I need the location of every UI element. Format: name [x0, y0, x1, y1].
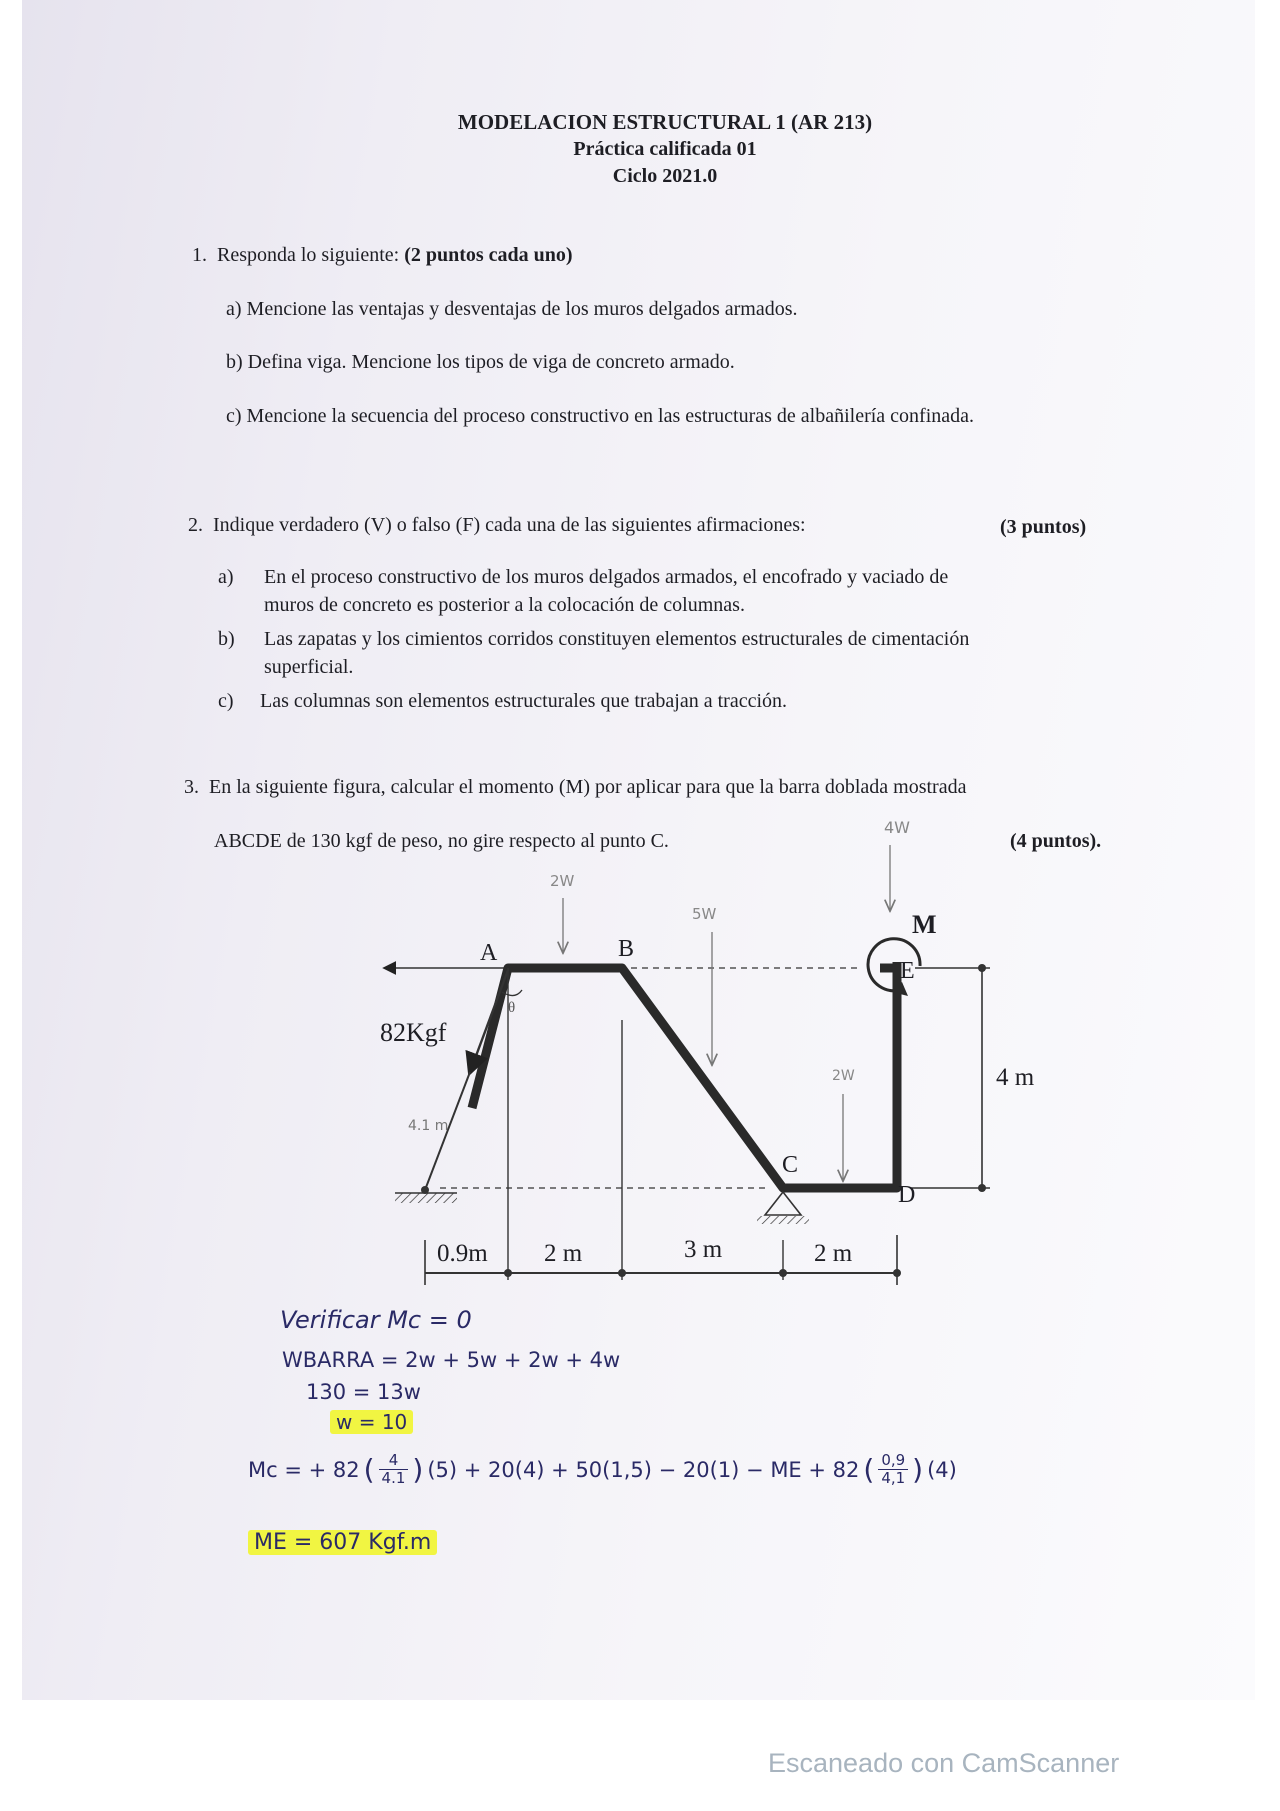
- dim-dot-4: [893, 1269, 901, 1277]
- force-label: 82Kgf: [380, 1018, 447, 1047]
- label-b: B: [618, 936, 635, 962]
- camscanner-watermark: Escaneado con CamScanner: [768, 1748, 1120, 1778]
- cycle-title: Ciclo 2021.0: [612, 165, 718, 187]
- q1-number: 1.: [192, 244, 207, 266]
- q2-number: 2.: [188, 514, 203, 536]
- load-label-2w-b: 2W: [832, 1068, 855, 1084]
- hw-paren-close-1: ): [412, 1453, 424, 1486]
- load-label-4w: 4W: [884, 818, 910, 837]
- q2-item-a-line2: muros de concreto es posterior a la colocación de columnas.: [264, 594, 745, 616]
- hw-frac1-num: 4: [388, 1451, 399, 1469]
- q1-item-b-label: b): [226, 351, 243, 373]
- q2-item-b-label: b): [218, 628, 235, 650]
- hw-line4: [330, 1410, 413, 1434]
- length-label: 4.1 m: [408, 1118, 449, 1134]
- label-e: E: [900, 958, 915, 984]
- q2-prompt: Indique verdadero (V) o falso (F) cada una de las siguientes afirmaciones:: [213, 514, 806, 536]
- hw-eq-start: Mc = + 82: [248, 1457, 360, 1482]
- support-ground: [757, 1216, 809, 1224]
- height-dot-top: [978, 964, 986, 972]
- q1-item-a-label: a): [226, 298, 242, 320]
- hw-line4-highlight: w = 10: [330, 1410, 413, 1434]
- pin-support-c: [765, 1192, 801, 1215]
- q2-points-text: (3 puntos): [1000, 516, 1087, 538]
- label-a: A: [480, 940, 498, 966]
- height-label: 4 m: [996, 1064, 1035, 1091]
- label-d: D: [898, 1182, 916, 1208]
- dim-label-1: 0.9m: [437, 1240, 488, 1267]
- q2-item-b-line2: superficial.: [264, 656, 354, 678]
- q3-line1: En la siguiente figura, calcular el momento (M) por aplicar para que la barra doblada mostrada: [209, 776, 967, 798]
- hw-result-highlight: ME = 607 Kgf.m: [248, 1530, 437, 1555]
- q1-item-a-text: Mencione las ventajas y desventajas de los muros delgados armados.: [246, 298, 798, 320]
- q2-item-a-label: a): [218, 566, 234, 588]
- dim-label-2: 2 m: [544, 1240, 583, 1267]
- q3-line2: ABCDE de 130 kgf de peso, no gire respecto al punto C.: [214, 830, 669, 852]
- q1-item-c-label: c): [226, 405, 242, 427]
- practice-title: Práctica calificada 01: [573, 138, 757, 160]
- q1-item-c-text: Mencione la secuencia del proceso constructivo en las estructuras de albañilería confinada.: [246, 405, 975, 427]
- q2-item-c-line1: Las columnas son elementos estructurales que trabajan a tracción.: [260, 690, 788, 712]
- hw-frac1: [379, 1452, 409, 1487]
- q3-number: 3.: [184, 776, 199, 798]
- hw-eq-mid: (5) + 20(4) + 50(1,5) − 20(1) − ME + 82: [427, 1457, 860, 1482]
- q2-item-b-line1: Las zapatas y los cimientos corridos constituyen elementos estructurales de cimentación: [264, 628, 970, 650]
- dim-dot-2: [618, 1269, 626, 1277]
- label-m: M: [912, 910, 937, 939]
- dim-dot-3: [779, 1269, 787, 1277]
- hw-result: [248, 1530, 437, 1555]
- dim-label-3: 3 m: [684, 1236, 723, 1263]
- hw-equation: [248, 1452, 957, 1487]
- hw-paren-close-2: ): [912, 1453, 924, 1486]
- load-label-5w: 5W: [692, 905, 717, 923]
- q3-points-text: (4 puntos).: [1010, 830, 1102, 852]
- hw-line2: WBARRA = 2w + 5w + 2w + 4w: [282, 1348, 621, 1372]
- q1-points: (2 puntos cada uno): [404, 244, 573, 266]
- hw-line3: 130 = 13w: [306, 1380, 421, 1404]
- q2-item-c-label: c): [218, 690, 234, 712]
- q2-item-a-line1: En el proceso constructivo de los muros delgados armados, el encofrado y vaciado de: [264, 566, 949, 588]
- course-title: MODELACION ESTRUCTURAL 1 (AR 213): [457, 110, 873, 134]
- load-label-2w: 2W: [550, 872, 575, 890]
- height-dot-bottom: [978, 1184, 986, 1192]
- hw-frac2-den: 4,1: [878, 1469, 908, 1487]
- hw-line1: Verificar Mc = 0: [280, 1306, 472, 1334]
- hw-frac1-den: 4.1: [379, 1469, 409, 1487]
- hw-eq-end: (4): [927, 1457, 957, 1482]
- left-ground: [395, 1193, 457, 1203]
- dim-dot-1: [504, 1269, 512, 1277]
- label-c: C: [782, 1152, 799, 1178]
- q1-prompt: Responda lo siguiente:: [217, 244, 400, 266]
- q1-item-b-text: Defina viga. Mencione los tipos de viga de concreto armado.: [247, 351, 735, 373]
- hw-paren-open-1: (: [363, 1453, 375, 1486]
- hw-frac2-num: 0,9: [881, 1451, 906, 1469]
- angle-label: θ: [508, 1000, 516, 1016]
- hw-frac2: [878, 1452, 908, 1487]
- hw-paren-open-2: (: [863, 1453, 875, 1486]
- dim-label-4: 2 m: [814, 1240, 853, 1267]
